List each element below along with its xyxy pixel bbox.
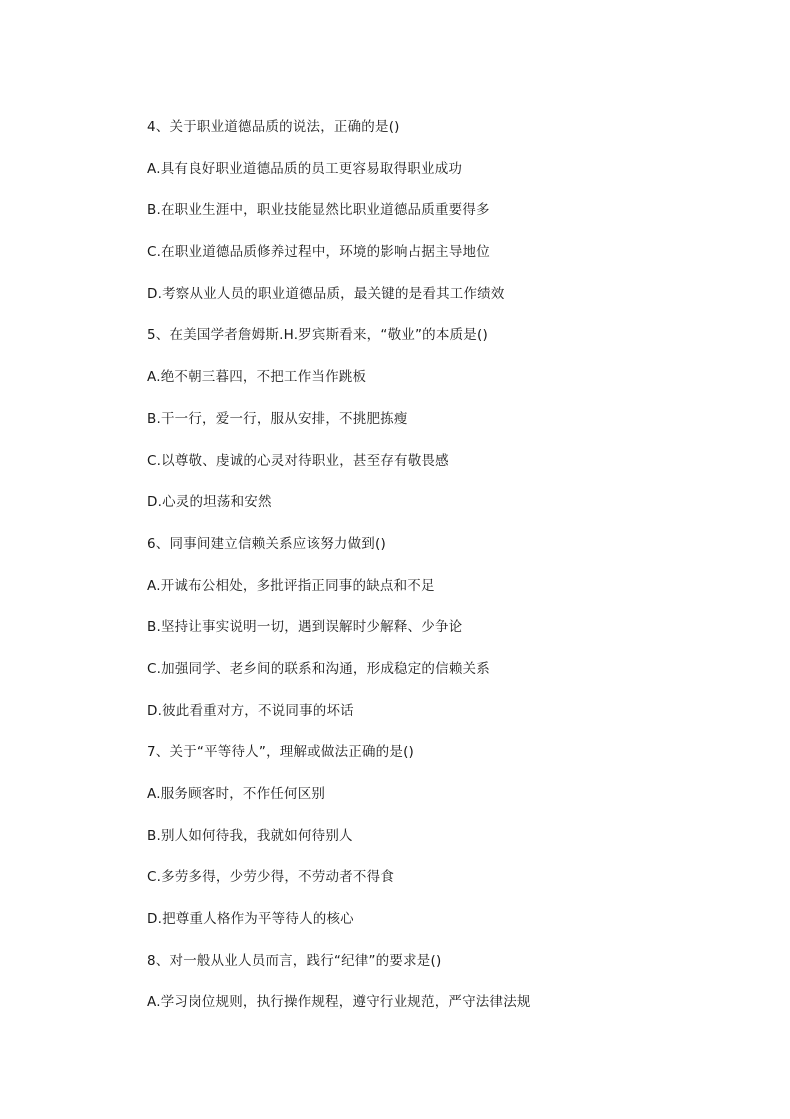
option-a: A.服务顾客时，不作任何区别	[147, 786, 326, 802]
question-stem: 4、关于职业道德品质的说法，正确的是()	[147, 119, 400, 135]
option-a: A.具有良好职业道德品质的员工更容易取得职业成功	[147, 160, 463, 177]
option-b: B.别人如何待我，我就如何待别人	[147, 827, 353, 844]
option-d: D.心灵的坦荡和安然	[147, 494, 272, 511]
option-c: C.加强同学、老乡间的联系和沟通，形成稳定的信赖关系	[147, 660, 490, 677]
option-c: C.在职业道德品质修养过程中，环境的影响占据主导地位	[147, 244, 490, 261]
option-a: A.开诚布公相处，多批评指正同事的缺点和不足	[147, 577, 435, 594]
option-b: B.坚持让事实说明一切，遇到误解时少解释、少争论	[147, 619, 463, 636]
option-c: C.以尊敬、虔诚的心灵对待职业，甚至存有敬畏感	[147, 452, 449, 469]
question-stem: 7、关于“平等待人”，理解或做法正确的是()	[147, 744, 415, 761]
option-d: D.彼此看重对方，不说同事的坏话	[147, 702, 354, 719]
option-a: A.绝不朝三暮四，不把工作当作跳板	[147, 369, 367, 386]
option-a: A.学习岗位规则，执行操作规程，遵守行业规范，严守法律法规	[147, 994, 531, 1011]
option-d: D.把尊重人格作为平等待人的核心	[147, 911, 354, 928]
option-b: B.干一行，爱一行，服从安排，不挑肥拣瘦	[147, 410, 408, 427]
question-stem: 6、同事间建立信赖关系应该努力做到()	[147, 535, 386, 552]
option-b: B.在职业生涯中，职业技能显然比职业道德品质重要得多	[147, 202, 490, 219]
option-d: D.考察从业人员的职业道德品质，最关键的是看其工作绩效	[147, 285, 505, 302]
option-c: C.多劳多得，少劳少得，不劳动者不得食	[147, 869, 395, 886]
question-stem: 8、对一般从业人员而言，践行“纪律”的要求是()	[147, 952, 442, 969]
question-stem: 5、在美国学者詹姆斯.H.罗宾斯看来，“敬业”的本质是()	[147, 327, 488, 344]
document-page	[147, 117, 747, 1034]
